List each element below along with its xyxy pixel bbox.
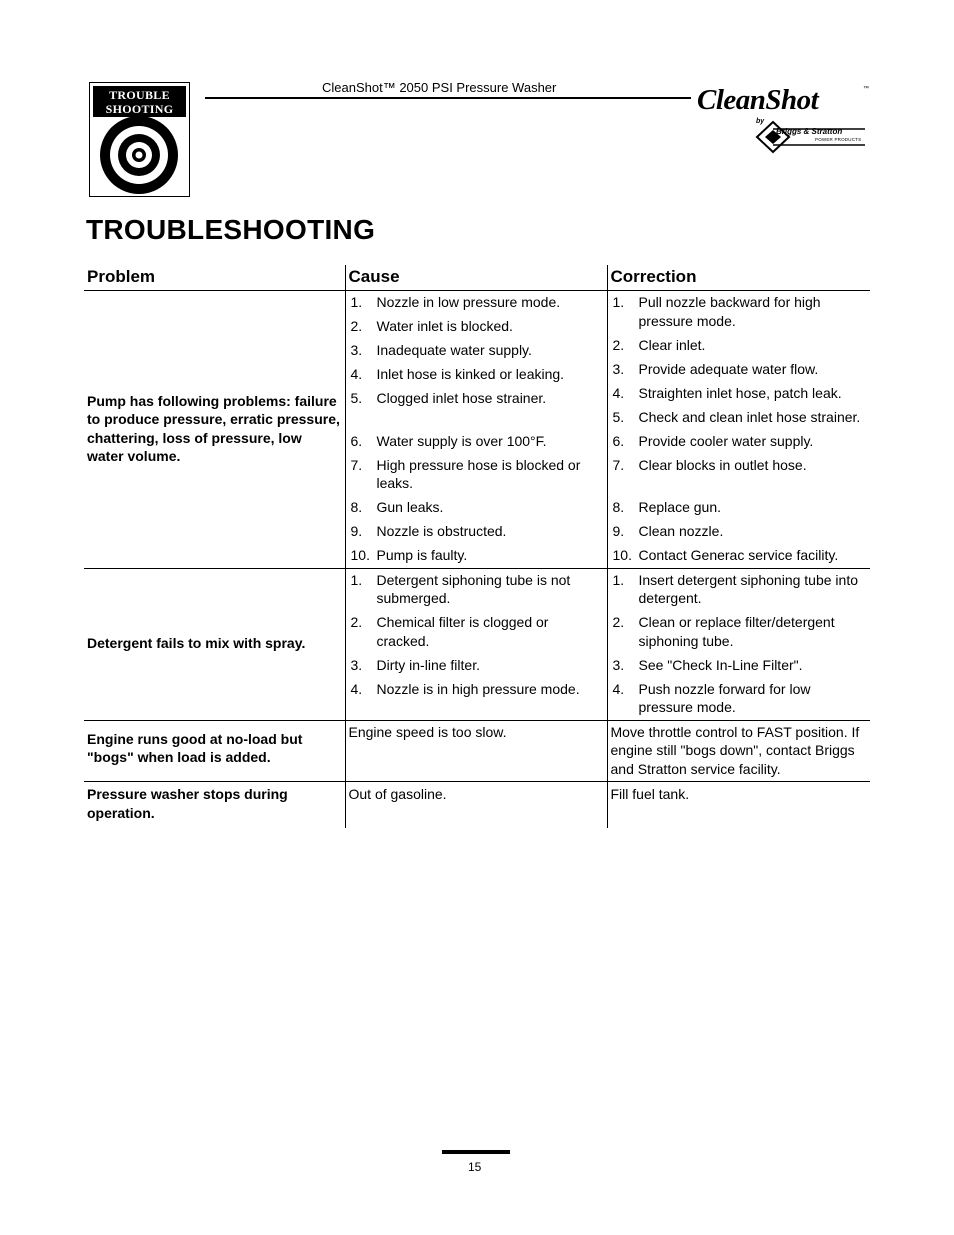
list-item: 6. Water supply is over 100°F. [350, 432, 547, 449]
list-item: 9. Clean nozzle. [612, 523, 724, 539]
list-item: 2. Clean or replace filter/detergent siphoning tube. [612, 614, 835, 649]
brand-name: CleanShot [697, 84, 819, 116]
problem-cell: Pump has following problems: failure to produce pressure, erratic pressure, chattering, loss of pressure, low water volume. [84, 291, 345, 569]
header-problem: Problem [84, 265, 345, 291]
correction-list [611, 571, 868, 717]
table-row [84, 720, 870, 782]
list-item: 1. Pull nozzle backward for high pressure mode. [612, 294, 821, 329]
list-item: 9. Nozzle is obstructed. [350, 523, 507, 539]
target-icon [90, 114, 188, 196]
brand-company: Briggs & Stratton [776, 127, 843, 136]
correction-cell: Fill fuel tank. [607, 782, 870, 829]
list-item: 10. Pump is faulty. [350, 547, 468, 563]
correction-cell: Move throttle control to FAST position. If engine still "bogs down", contact Briggs and Stratton service facility. [607, 720, 870, 782]
list-item: 8. Gun leaks. [350, 499, 444, 515]
brand-trademark: ™ [863, 86, 869, 92]
list-item: 3. Provide adequate water flow. [612, 360, 819, 377]
table-row [84, 568, 870, 720]
brand-by: by [756, 118, 765, 125]
problem-cell: Detergent fails to mix with spray. [84, 568, 345, 720]
list-item: 4. Push nozzle forward for low pressure mode. [612, 680, 811, 715]
list-item: 2. Clear inlet. [612, 336, 706, 353]
header-cause: Cause [345, 265, 607, 291]
header-rule [205, 97, 691, 99]
table-row [84, 782, 870, 829]
list-item: 2. Chemical filter is clogged or cracked. [350, 614, 549, 649]
cause-list [349, 571, 604, 699]
list-item: 6. Provide cooler water supply. [612, 432, 814, 449]
list-item: 7. High pressure hose is blocked or leaks. [350, 456, 581, 491]
list-item: 10. Contact Generac service facility. [612, 547, 839, 563]
list-item: 3. Dirty in-line filter. [350, 656, 480, 673]
cause-cell [345, 291, 607, 569]
problem-cell: Pressure washer stops during operation. [87, 786, 288, 821]
list-item: 1. Detergent siphoning tube is not submerged. [350, 571, 571, 606]
correction-cell [607, 568, 870, 720]
brand-tagline: POWER PRODUCTS [815, 137, 862, 142]
document-title: CleanShot™ 2050 PSI Pressure Washer [322, 80, 557, 95]
problem-cell: Engine runs good at no-load but "bogs" when load is added. [84, 720, 345, 782]
list-item: 4. Inlet hose is kinked or leaking. [350, 366, 565, 382]
cleanshot-brand-logo [697, 84, 872, 154]
list-item: 1. Nozzle in low pressure mode. [350, 294, 561, 310]
page-number: 15 [468, 1160, 482, 1174]
correction-cell [607, 291, 870, 569]
page-heading: TROUBLESHOOTING [86, 214, 376, 245]
correction-list [611, 293, 868, 565]
list-item: 5. Check and clean inlet hose strainer. [612, 408, 861, 425]
table-header-row [84, 265, 870, 291]
cause-cell: Engine speed is too slow. [345, 720, 607, 782]
logo-label-line2: SHOOTING [105, 102, 174, 116]
logo-label-line1: TROUBLE [109, 88, 170, 102]
footer-bar [442, 1150, 510, 1154]
cause-list [349, 293, 604, 565]
cause-cell [345, 568, 607, 720]
list-item: 3. See "Check In-Line Filter". [612, 656, 803, 673]
list-item: 5. Clogged inlet hose strainer. [350, 390, 547, 406]
list-item: 7. Clear blocks in outlet hose. [612, 456, 807, 473]
list-item: 1. Insert detergent siphoning tube into detergent. [612, 571, 858, 606]
logo-label [93, 86, 186, 117]
list-item: 8. Replace gun. [612, 499, 722, 515]
list-item: 4. Straighten inlet hose, patch leak. [612, 384, 842, 401]
troubleshooting-table [84, 265, 870, 828]
troubleshooting-logo [89, 82, 190, 197]
cause-cell: Out of gasoline. [345, 782, 607, 829]
header-correction: Correction [607, 265, 870, 291]
list-item: 4. Nozzle is in high pressure mode. [350, 680, 580, 697]
list-item: 2. Water inlet is blocked. [350, 318, 513, 334]
table-row [84, 291, 870, 569]
list-item: 3. Inadequate water supply. [350, 342, 532, 358]
